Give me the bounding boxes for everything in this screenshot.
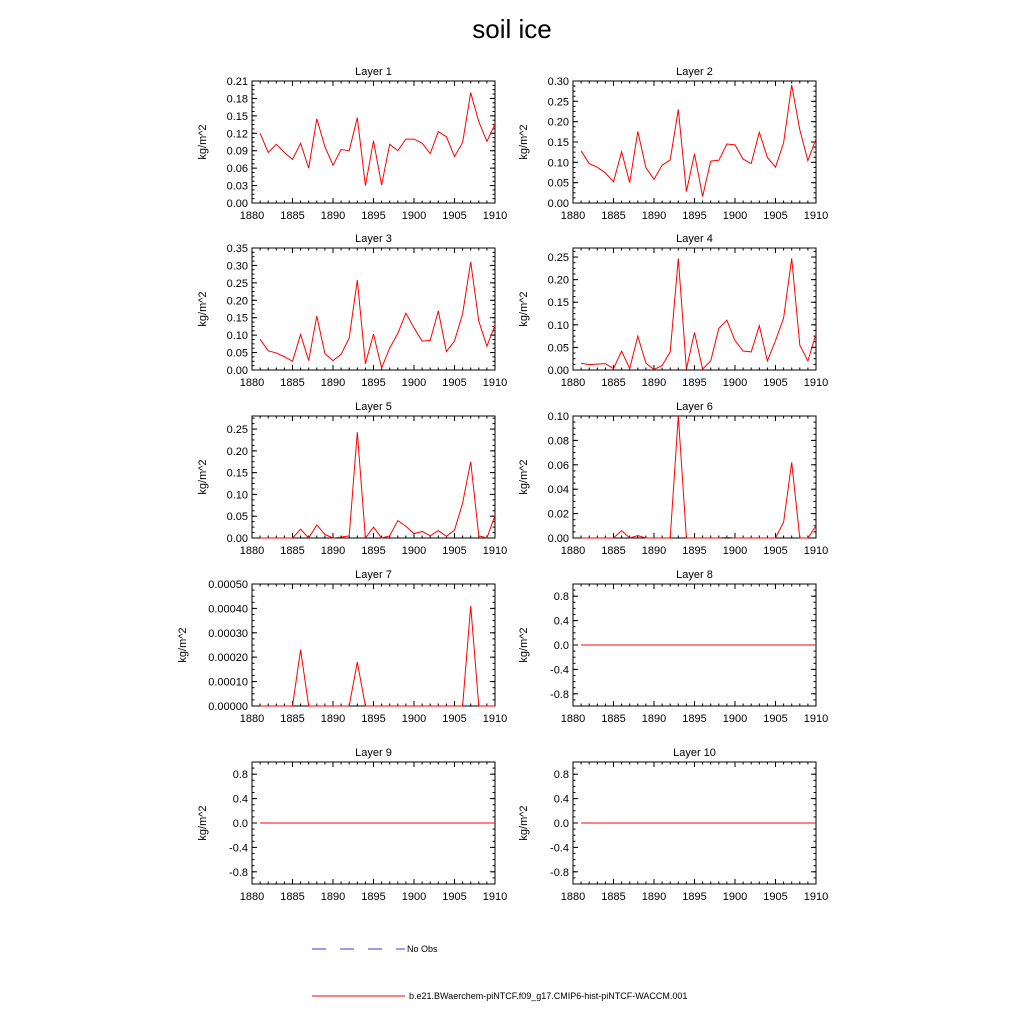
y-tick-label: 0.25 — [226, 277, 248, 290]
y-axis-label: kg/m^2 — [518, 459, 530, 495]
x-tick-label: 1905 — [763, 210, 788, 222]
x-tick-label: 1905 — [763, 545, 788, 557]
plot-frame — [573, 248, 816, 370]
y-axis-label: kg/m^2 — [518, 124, 530, 160]
series-line — [260, 262, 495, 368]
x-tick-label: 1905 — [442, 545, 467, 557]
chart-panel-layer-7 — [177, 569, 507, 725]
x-tick-label: 1880 — [560, 545, 586, 557]
x-tick-label: 1880 — [560, 210, 586, 222]
x-tick-label: 1895 — [682, 713, 707, 725]
x-tick-label: 1890 — [641, 210, 667, 222]
y-axis-label: kg/m^2 — [518, 805, 530, 841]
x-tick-label: 1890 — [320, 210, 346, 222]
plot-frame — [573, 81, 816, 203]
plot-frame — [252, 584, 495, 706]
x-tick-label: 1890 — [320, 545, 346, 557]
legend-label-no-obs: No Obs — [407, 944, 438, 954]
x-tick-label: 1910 — [803, 377, 829, 389]
y-tick-label: 0.15 — [547, 137, 569, 149]
y-tick-label: -0.8 — [550, 866, 569, 879]
y-tick-label: 0.20 — [226, 445, 248, 458]
figure-title: soil ice — [472, 14, 552, 44]
chart-panel-layer-1 — [197, 66, 507, 222]
x-tick-label: 1885 — [280, 210, 305, 222]
x-tick-label: 1885 — [601, 377, 626, 389]
chart-panel-layer-3 — [197, 233, 507, 389]
y-tick-label: -0.4 — [550, 842, 569, 855]
series-line — [581, 416, 816, 538]
series-line — [260, 432, 495, 538]
x-tick-label: 1905 — [763, 377, 788, 389]
x-tick-label: 1905 — [442, 891, 467, 903]
chart-panel-layer-6 — [518, 401, 828, 557]
chart-title: Layer 4 — [676, 233, 713, 245]
chart-title: Layer 2 — [676, 66, 713, 78]
x-tick-label: 1885 — [601, 210, 626, 222]
y-tick-label: 0.20 — [226, 295, 248, 308]
chart-panel-layer-5 — [197, 401, 507, 557]
series-line — [581, 85, 816, 196]
y-tick-label: 0.8 — [232, 769, 248, 782]
plot-frame — [573, 416, 816, 538]
chart-title: Layer 10 — [673, 747, 716, 759]
y-tick-label: 0.4 — [553, 615, 569, 628]
x-tick-label: 1900 — [722, 377, 748, 389]
x-tick-label: 1900 — [401, 377, 427, 389]
legend — [312, 944, 687, 1001]
x-tick-label: 1890 — [320, 891, 346, 903]
y-axis-label: kg/m^2 — [197, 124, 209, 160]
chart-panel-layer-10 — [518, 747, 828, 903]
chart-panel-layer-2 — [518, 66, 828, 222]
x-tick-label: 1905 — [442, 210, 467, 222]
y-tick-label: 0.02 — [547, 508, 569, 521]
x-tick-label: 1910 — [482, 377, 508, 389]
x-tick-label: 1895 — [682, 377, 707, 389]
y-tick-label: 0.10 — [547, 157, 569, 170]
series-line — [260, 606, 495, 706]
x-tick-label: 1900 — [401, 210, 427, 222]
x-tick-label: 1885 — [280, 713, 305, 725]
y-tick-label: -0.8 — [550, 688, 569, 701]
y-tick-label: 0.00030 — [208, 627, 248, 640]
y-tick-label: 0.21 — [226, 76, 248, 88]
x-tick-label: 1895 — [682, 891, 707, 903]
x-tick-label: 1905 — [763, 891, 788, 903]
x-tick-label: 1895 — [361, 891, 386, 903]
x-tick-label: 1880 — [239, 713, 265, 725]
plot-frame — [252, 248, 495, 370]
y-tick-label: 0.30 — [547, 76, 569, 88]
chart-title: Layer 5 — [355, 401, 392, 413]
y-tick-label: 0.4 — [232, 793, 248, 806]
y-tick-label: 0.0 — [553, 818, 569, 830]
y-tick-label: 0.00010 — [208, 676, 248, 689]
y-tick-label: 0.10 — [547, 411, 569, 423]
x-tick-label: 1885 — [601, 891, 626, 903]
y-tick-label: 0.05 — [226, 347, 248, 360]
x-tick-label: 1900 — [722, 210, 748, 222]
x-tick-label: 1885 — [601, 545, 626, 557]
chart-panel-layer-9 — [197, 747, 507, 903]
y-tick-label: 0.10 — [226, 330, 248, 343]
x-tick-label: 1910 — [803, 891, 829, 903]
y-tick-label: 0.09 — [226, 145, 248, 158]
y-tick-label: 0.18 — [226, 93, 248, 106]
y-tick-label: 0.15 — [226, 110, 248, 123]
x-tick-label: 1905 — [442, 377, 467, 389]
y-tick-label: 0.0 — [553, 640, 569, 652]
y-tick-label: 0.15 — [547, 297, 569, 310]
y-tick-label: 0.15 — [226, 312, 248, 325]
y-tick-label: 0.12 — [226, 128, 248, 141]
y-tick-label: 0.08 — [547, 435, 569, 448]
y-tick-label: 0.25 — [547, 252, 569, 265]
y-axis-label: kg/m^2 — [177, 627, 189, 663]
y-tick-label: 0.05 — [547, 177, 569, 190]
y-tick-label: 0.8 — [553, 769, 569, 782]
y-tick-label: 0.10 — [226, 489, 248, 502]
y-tick-label: 0.4 — [553, 793, 569, 806]
x-tick-label: 1900 — [401, 891, 427, 903]
series-line — [581, 258, 816, 369]
x-tick-label: 1905 — [442, 713, 467, 725]
x-tick-label: 1900 — [722, 891, 748, 903]
x-tick-label: 1890 — [641, 891, 667, 903]
y-axis-label: kg/m^2 — [518, 627, 530, 663]
y-tick-label: -0.8 — [229, 866, 248, 879]
y-tick-label: 0.06 — [547, 459, 569, 472]
y-axis-label: kg/m^2 — [197, 805, 209, 841]
x-tick-label: 1880 — [239, 891, 265, 903]
y-tick-label: 0.00 — [226, 533, 248, 545]
x-tick-label: 1895 — [682, 545, 707, 557]
x-tick-label: 1895 — [682, 210, 707, 222]
x-tick-label: 1890 — [320, 713, 346, 725]
y-tick-label: 0.20 — [547, 274, 569, 287]
y-tick-label: 0.00020 — [208, 652, 248, 665]
x-tick-label: 1880 — [239, 377, 265, 389]
chart-title: Layer 6 — [676, 401, 713, 413]
chart-title: Layer 1 — [355, 66, 392, 78]
x-tick-label: 1880 — [239, 210, 265, 222]
x-tick-label: 1885 — [601, 713, 626, 725]
series-line — [260, 93, 495, 186]
x-tick-label: 1880 — [560, 713, 586, 725]
y-tick-label: 0.10 — [547, 319, 569, 332]
x-tick-label: 1910 — [482, 713, 508, 725]
y-tick-label: 0.20 — [547, 116, 569, 129]
y-tick-label: 0.04 — [547, 484, 569, 497]
y-tick-label: -0.4 — [550, 664, 569, 677]
chart-title: Layer 9 — [355, 747, 392, 759]
x-tick-label: 1890 — [641, 545, 667, 557]
x-tick-label: 1910 — [803, 713, 829, 725]
x-tick-label: 1880 — [560, 377, 586, 389]
x-tick-label: 1895 — [361, 377, 386, 389]
x-tick-label: 1880 — [560, 891, 586, 903]
x-tick-label: 1890 — [641, 377, 667, 389]
x-tick-label: 1900 — [401, 545, 427, 557]
legend-label-model: b.e21.BWaerchem-piNTCF.f09_g17.CMIP6-hist-piNTCF-WACCM.001 — [409, 991, 688, 1001]
x-tick-label: 1900 — [401, 713, 427, 725]
y-tick-label: 0.35 — [226, 243, 248, 255]
y-tick-label: 0.00000 — [208, 701, 248, 713]
x-tick-label: 1885 — [280, 377, 305, 389]
x-tick-label: 1880 — [239, 545, 265, 557]
chart-title: Layer 7 — [355, 569, 392, 581]
y-axis-label: kg/m^2 — [197, 459, 209, 495]
x-tick-label: 1910 — [803, 210, 829, 222]
x-tick-label: 1905 — [763, 713, 788, 725]
y-tick-label: 0.15 — [226, 467, 248, 480]
y-tick-label: 0.05 — [547, 342, 569, 355]
x-tick-label: 1895 — [361, 713, 386, 725]
y-tick-label: 0.06 — [226, 163, 248, 176]
x-tick-label: 1885 — [280, 545, 305, 557]
y-tick-label: 0.00 — [226, 365, 248, 377]
y-tick-label: -0.4 — [229, 842, 248, 855]
y-tick-label: 0.00040 — [208, 603, 248, 616]
x-tick-label: 1885 — [280, 891, 305, 903]
x-tick-label: 1910 — [482, 545, 508, 557]
chart-title: Layer 3 — [355, 233, 392, 245]
x-tick-label: 1900 — [722, 545, 748, 557]
x-tick-label: 1910 — [482, 210, 508, 222]
y-tick-label: 0.00 — [547, 533, 569, 545]
y-axis-label: kg/m^2 — [518, 291, 530, 327]
y-tick-label: 0.03 — [226, 180, 248, 193]
chart-title: Layer 8 — [676, 569, 713, 581]
y-tick-label: 0.30 — [226, 260, 248, 273]
chart-panel-layer-4 — [518, 233, 828, 389]
y-tick-label: 0.25 — [547, 96, 569, 109]
y-tick-label: 0.00050 — [208, 579, 248, 591]
x-tick-label: 1900 — [722, 713, 748, 725]
plot-frame — [252, 416, 495, 538]
y-tick-label: 0.25 — [226, 424, 248, 437]
y-tick-label: 0.00 — [547, 365, 569, 377]
y-tick-label: 0.00 — [547, 198, 569, 210]
y-tick-label: 0.05 — [226, 511, 248, 524]
y-axis-label: kg/m^2 — [197, 291, 209, 327]
y-tick-label: 0.0 — [232, 818, 248, 830]
x-tick-label: 1895 — [361, 545, 386, 557]
chart-panel-layer-8 — [518, 569, 828, 725]
y-tick-label: 0.8 — [553, 591, 569, 604]
x-tick-label: 1890 — [641, 713, 667, 725]
x-tick-label: 1890 — [320, 377, 346, 389]
x-tick-label: 1910 — [482, 891, 508, 903]
x-tick-label: 1910 — [803, 545, 829, 557]
x-tick-label: 1895 — [361, 210, 386, 222]
y-tick-label: 0.00 — [226, 198, 248, 210]
